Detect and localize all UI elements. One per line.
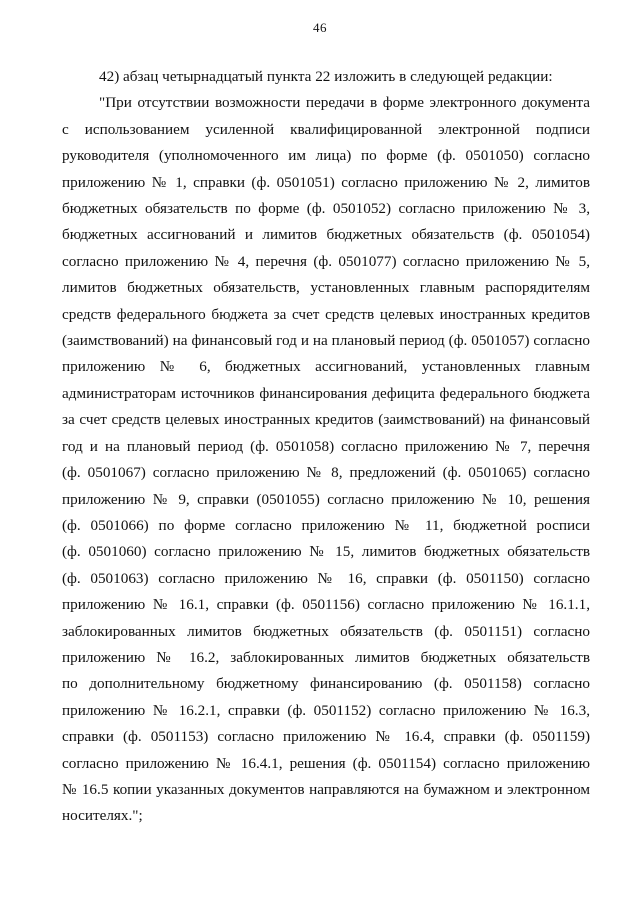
text-line: бюджетных ассигнований и лимитов бюджетных обязательств (ф. 0501054)	[62, 226, 590, 244]
text-line: (ф. 0501067) согласно приложению № 8, предложений (ф. 0501065) согласно	[62, 464, 590, 482]
text-line: приложению № 9, справки (0501055) согласно приложению № 10, решения	[62, 490, 590, 508]
text-line: приложению № 16.1, справки (ф. 0501156) согласно приложению № 16.1.1,	[62, 596, 590, 614]
text-line: средств федерального бюджета за счет средств целевых иностранных кредитов	[62, 305, 590, 323]
text-line: администраторам источников финансирования дефицита федерального бюджета	[62, 384, 590, 402]
text-line: согласно приложению № 16.4.1, решения (ф. 0501154) согласно приложению	[62, 754, 590, 772]
text-line: приложению № 16.2, заблокированных лимитов бюджетных обязательств	[62, 648, 590, 666]
page-number: 46	[313, 20, 327, 35]
text-line: справки (ф. 0501153) согласно приложению № 16.4, справки (ф. 0501159)	[62, 728, 590, 746]
text-line: заблокированных лимитов бюджетных обязательств (ф. 0501151) согласно	[62, 622, 590, 640]
text-line: лимитов бюджетных обязательств, установленных главным распорядителям	[62, 279, 590, 297]
text-line: приложению № 16.2.1, справки (ф. 0501152) согласно приложению № 16.3,	[62, 701, 590, 719]
text-line: бюджетных обязательств по форме (ф. 0501052) согласно приложению № 3,	[62, 200, 590, 218]
text-line: "При отсутствии возможности передачи в форме электронного документа	[99, 94, 590, 112]
paragraph-lead-line: 42) абзац четырнадцатый пункта 22 изложить в следующей редакции:	[99, 68, 553, 85]
text-line: № 16.5 копии указанных документов направляются на бумажном и электронном	[62, 780, 590, 798]
text-line: (ф. 0501066) по форме согласно приложению № 11, бюджетной росписи	[62, 516, 590, 534]
text-line: руководителя (уполномоченного им лица) по форме (ф. 0501050) согласно	[62, 147, 590, 165]
text-line: (заимствований) на финансовый год и на плановый период (ф. 0501057) согласно	[62, 332, 590, 350]
text-line: за счет средств целевых иностранных кредитов (заимствований) на финансовый	[62, 411, 590, 429]
document-body	[62, 64, 590, 830]
text-line: согласно приложению № 4, перечня (ф. 0501077) согласно приложению № 5,	[62, 252, 590, 270]
text-line: (ф. 0501063) согласно приложению № 16, справки (ф. 0501150) согласно	[62, 569, 590, 587]
text-line: год и на плановый период (ф. 0501058) согласно приложению № 7, перечня	[62, 437, 590, 455]
text-line: приложению № 6, бюджетных ассигнований, установленных главным	[62, 358, 590, 376]
text-line: носителях.";	[62, 807, 143, 825]
text-line: приложению № 1, справки (ф. 0501051) согласно приложению № 2, лимитов	[62, 173, 590, 191]
text-line: с использованием усиленной квалифицированной электронной подписи	[62, 120, 590, 138]
text-line: (ф. 0501060) согласно приложению № 15, лимитов бюджетных обязательств	[62, 543, 590, 561]
text-line: по дополнительному бюджетному финансированию (ф. 0501158) согласно	[62, 675, 590, 693]
